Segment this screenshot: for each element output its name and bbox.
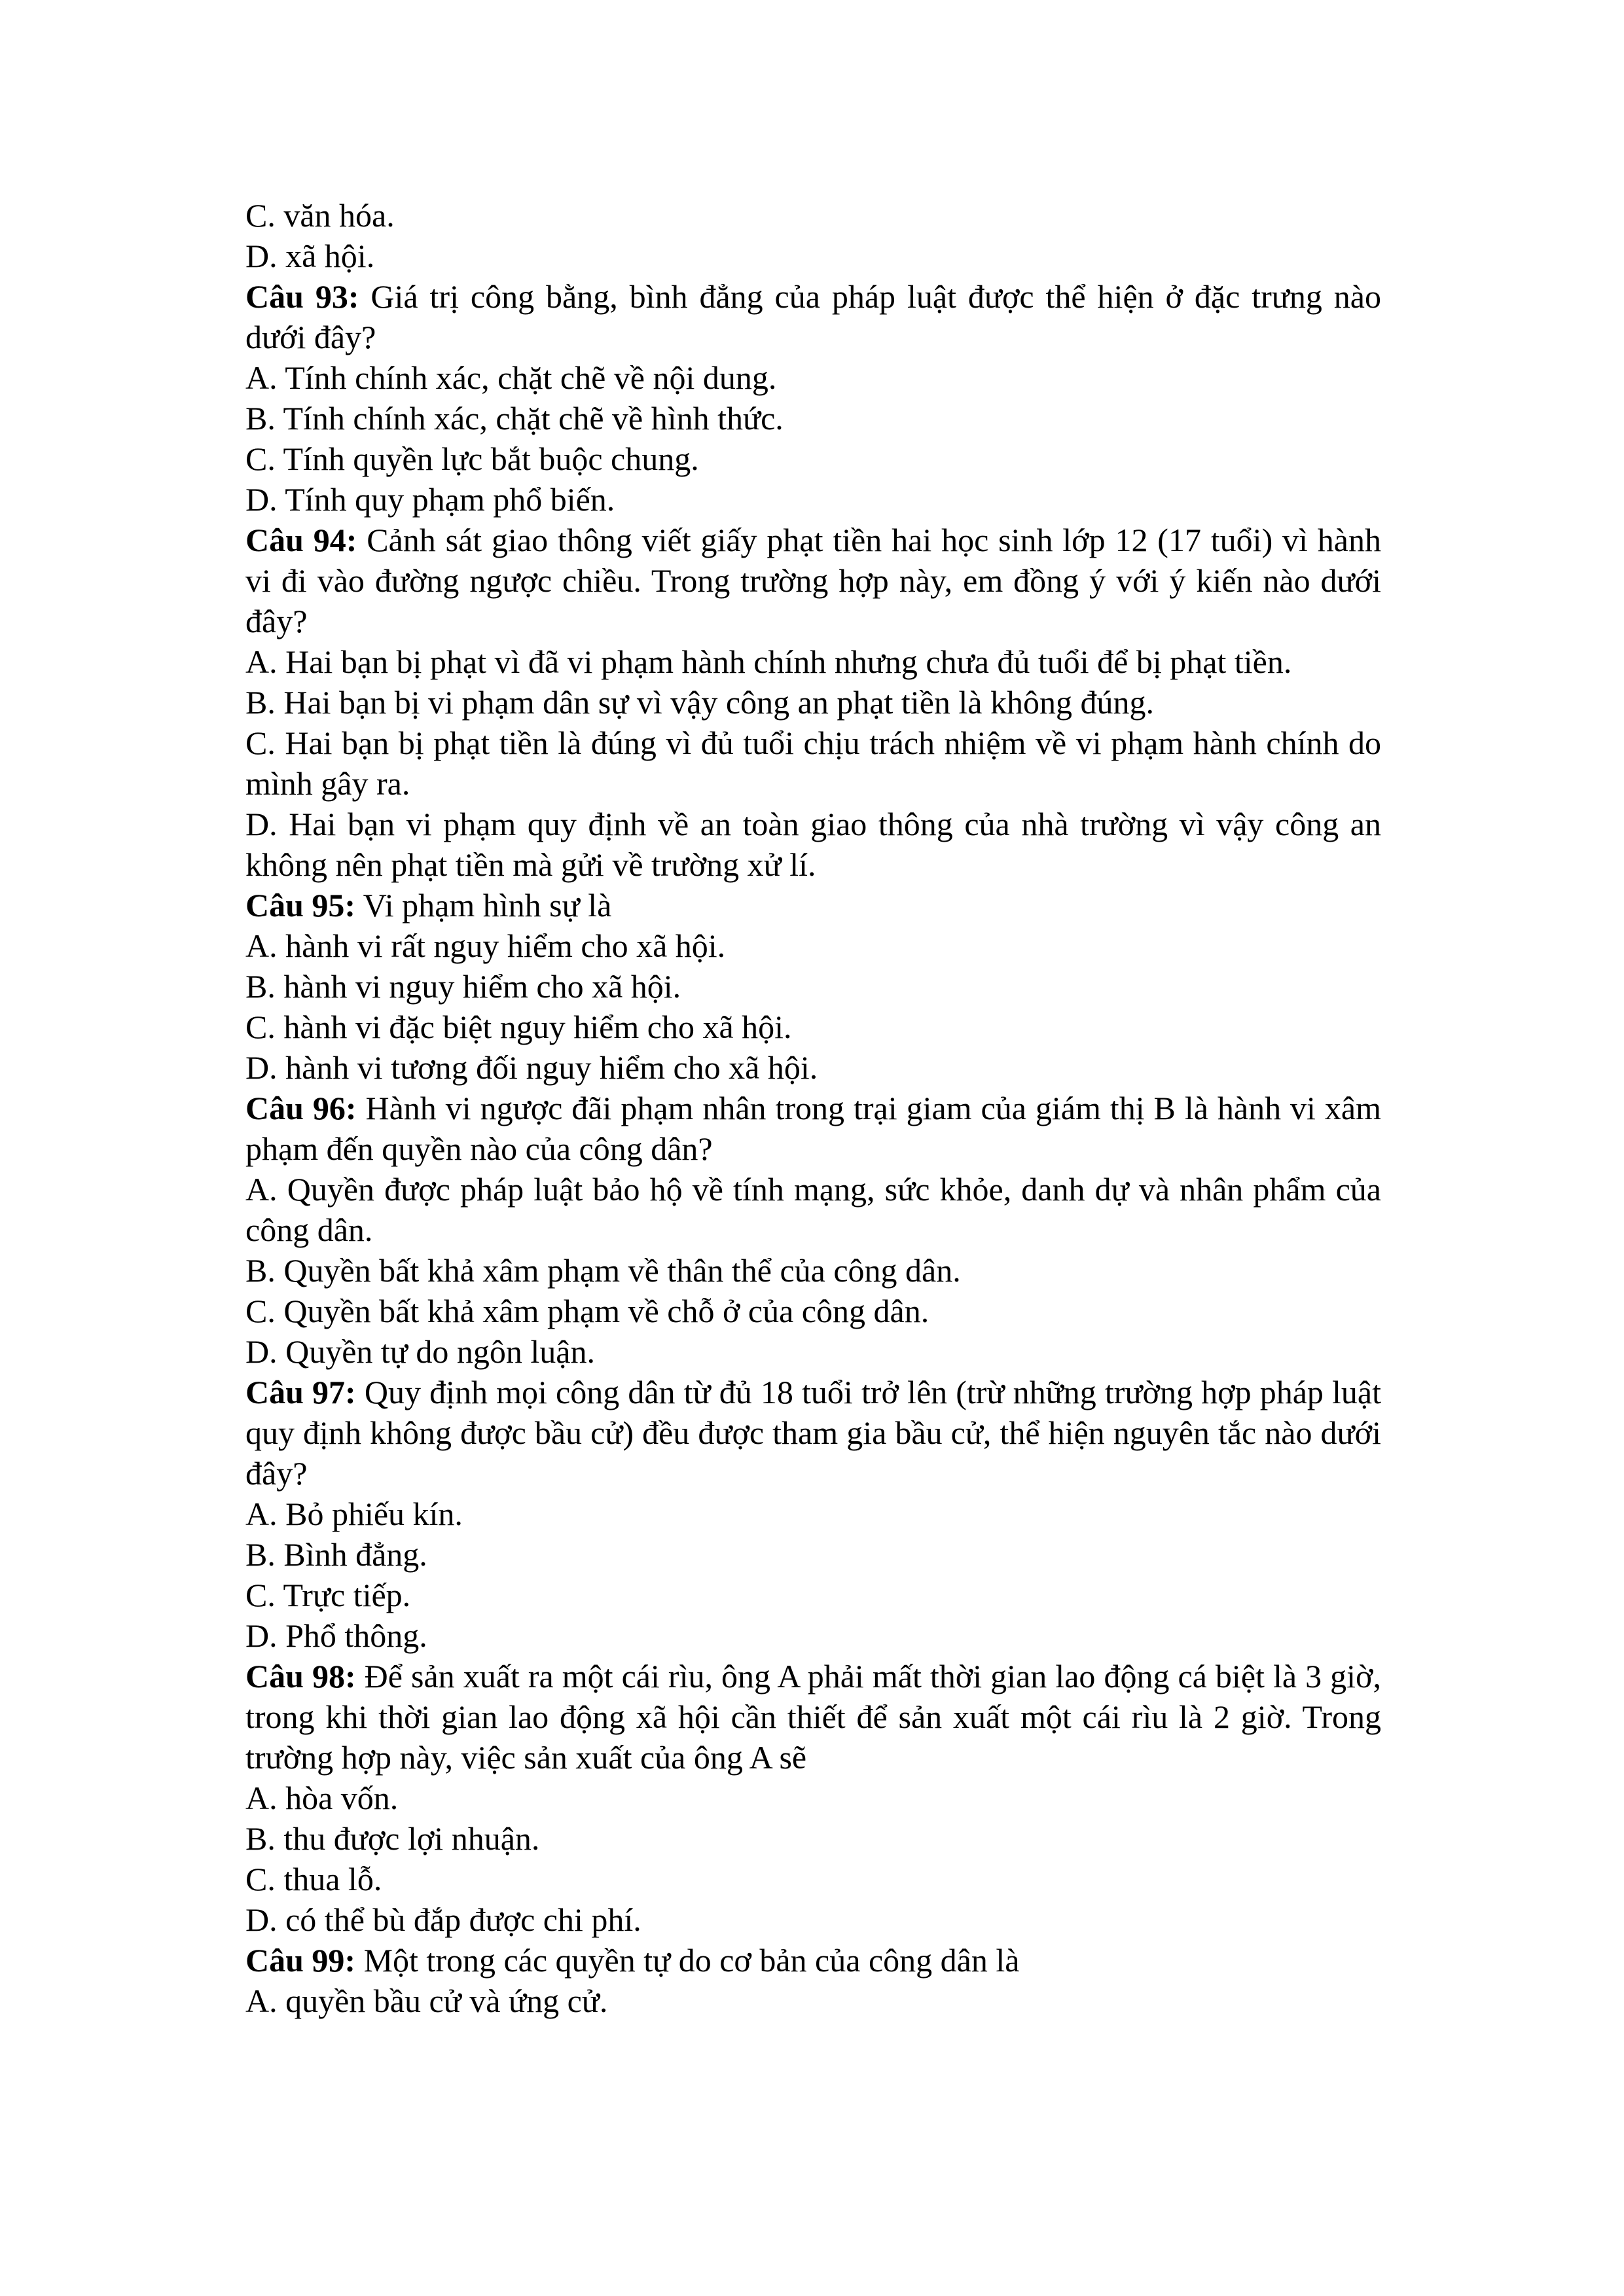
q94-option-d: D. Hai bạn vi phạm quy định về an toàn giao thông của nhà trường vì vậy công an không nên phạt tiền mà gửi về trường xử lí. [245,806,1381,883]
question-96-label: Câu 96: [245,1090,357,1126]
q93-option-d: D. Tính quy phạm phổ biến. [245,481,615,518]
question-97 [245,1372,1381,1494]
q97-option-b: B. Bình đẳng. [245,1536,427,1573]
q98-option-d: D. có thể bù đắp được chi phí. [245,1901,641,1938]
question-99-text: Một trong các quyền tự do cơ bản của công dân là [355,1942,1020,1979]
q96-option-c: C. Quyền bất khả xâm phạm về chỗ ở của công dân. [245,1293,929,1329]
q99-option-a: A. quyền bầu cử và ứng cử. [245,1982,608,2019]
question-94 [245,520,1381,641]
question-96 [245,1088,1381,1169]
question-98-label: Câu 98: [245,1658,356,1695]
question-98 [245,1656,1381,1778]
q98-option-a: A. hòa vốn. [245,1780,399,1816]
question-97-text: Quy định mọi công dân từ đủ 18 tuổi trở lên (trừ những trường hợp pháp luật quy định không được bầu cử) đều được tham gia bầu cử, thể hiện nguyên tắc nào dưới đây? [245,1374,1381,1492]
q94-option-b: B. Hai bạn bị vi phạm dân sự vì vậy công an phạt tiền là không đúng. [245,684,1154,721]
question-97-label: Câu 97: [245,1374,356,1410]
q97-option-d: D. Phổ thông. [245,1617,427,1654]
question-98-text: Để sản xuất ra một cái rìu, ông A phải mất thời gian lao động cá biệt là 3 giờ, trong khi thời gian lao động xã hội cần thiết để sản xuất một cái rìu là 2 giờ. Trong trường hợp này, việc sản xuất của ông A sẽ [245,1658,1381,1776]
question-93-text: Giá trị công bằng, bình đẳng của pháp luật được thể hiện ở đặc trưng nào dưới đây? [245,278,1381,355]
q98-option-c: C. thua lỗ. [245,1861,382,1897]
q97-option-c: C. Trực tiếp. [245,1577,411,1613]
option-c-prev: C. văn hóa. [245,197,395,234]
q96-option-a: A. Quyền được pháp luật bảo hộ về tính mạng, sức khỏe, danh dự và nhân phẩm của công dân. [245,1171,1381,1248]
q97-option-a: A. Bỏ phiếu kín. [245,1496,463,1532]
q94-option-c: C. Hai bạn bị phạt tiền là đúng vì đủ tuổi chịu trách nhiệm về vi phạm hành chính do mình gây ra. [245,725,1381,802]
question-93-label: Câu 93: [245,278,359,315]
q95-option-d: D. hành vi tương đối nguy hiểm cho xã hội. [245,1049,818,1086]
question-95-label: Câu 95: [245,887,356,924]
question-93 [245,276,1381,357]
document-body [245,195,1381,2021]
question-95 [245,885,1381,925]
q95-option-c: C. hành vi đặc biệt nguy hiểm cho xã hội. [245,1009,792,1045]
q95-option-a: A. hành vi rất nguy hiểm cho xã hội. [245,927,726,964]
q94-option-a: A. Hai bạn bị phạt vì đã vi phạm hành chính nhưng chưa đủ tuổi để bị phạt tiền. [245,643,1292,680]
question-94-text: Cảnh sát giao thông viết giấy phạt tiền hai học sinh lớp 12 (17 tuổi) vì hành vi đi vào đường ngược chiều. Trong trường hợp này, em đồng ý với ý kiến nào dưới đây? [245,522,1381,639]
question-99-label: Câu 99: [245,1942,356,1979]
question-96-text: Hành vi ngược đãi phạm nhân trong trại giam của giám thị B là hành vi xâm phạm đến quyền nào của công dân? [245,1090,1381,1167]
q96-option-d: D. Quyền tự do ngôn luận. [245,1333,595,1370]
question-95-text: Vi phạm hình sự là [355,887,612,924]
question-99 [245,1940,1381,1981]
q95-option-b: B. hành vi nguy hiểm cho xã hội. [245,968,681,1005]
q98-option-b: B. thu được lợi nhuận. [245,1820,540,1857]
q93-option-b: B. Tính chính xác, chặt chẽ về hình thức. [245,400,784,437]
q96-option-b: B. Quyền bất khả xâm phạm về thân thể của công dân. [245,1252,961,1289]
question-94-label: Câu 94: [245,522,357,558]
option-d-prev: D. xã hội. [245,238,375,274]
q93-option-a: A. Tính chính xác, chặt chẽ về nội dung. [245,359,777,396]
q93-option-c: C. Tính quyền lực bắt buộc chung. [245,440,699,477]
